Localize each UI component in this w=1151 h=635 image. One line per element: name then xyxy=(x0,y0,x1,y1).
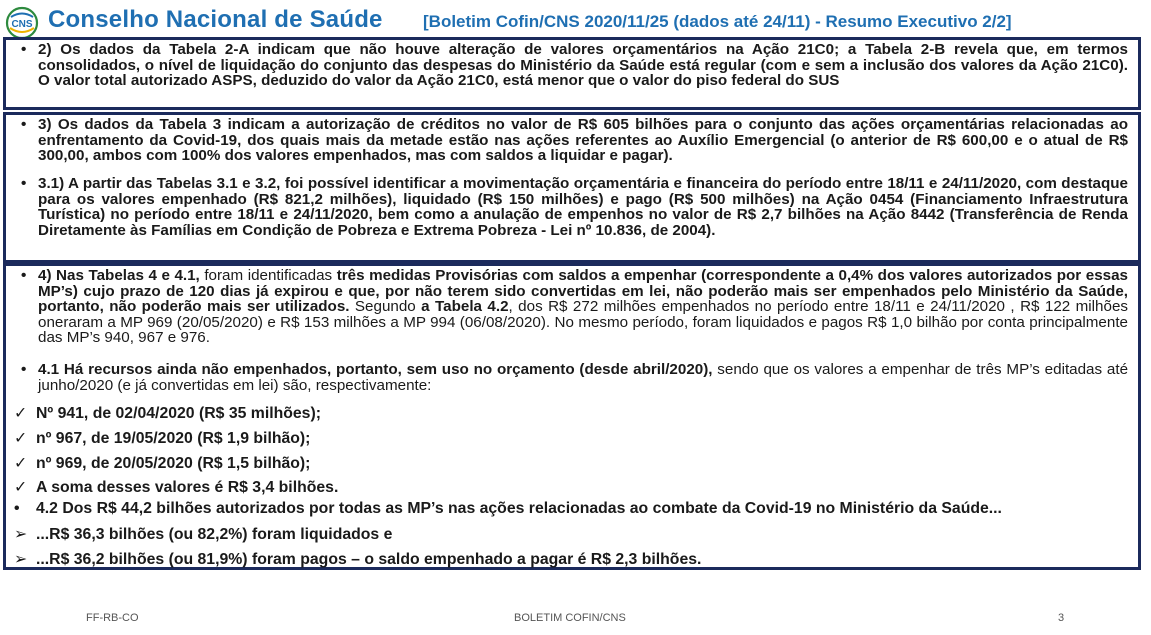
checkmark-icon: ✓ xyxy=(14,479,28,496)
checkmark-icon: ✓ xyxy=(14,455,28,472)
arrow-right-icon: ➢ xyxy=(14,526,28,543)
footer-center: BOLETIM COFIN/CNS xyxy=(514,612,626,624)
checkmark-icon: ✓ xyxy=(14,430,28,447)
checkmark-icon: ✓ xyxy=(14,405,28,422)
bullet-icon: • xyxy=(14,500,20,517)
paragraph-tabela-2: • 2) Os dados da Tabela 2-A indicam que não houve alteração de valores orçamentários na Ação 21C0; a Tabela 2-B revela que, em termos consolidados, o nível de liquidação do conjunto das despesas do Ministério da Saúde está regular (com e sem a inclusão dos valores da Ação 21C0). O valor total autorizado ASPS, deduzido do valor da Ação 21C0, está menor que o valor do piso federal do SUS xyxy=(21,41,1128,90)
page-title: Conselho Nacional de Saúde xyxy=(48,6,383,33)
bullet-icon: • xyxy=(21,361,27,378)
paragraph-tabela-3: • 3) Os dados da Tabela 3 indicam a autorização de créditos no valor de R$ 605 bilhões para o conjunto das ações orçamentárias relacionadas ao enfrentamento da Covid-19, dos quais mais da metade estão nas ações referentes ao Auxílio Emergencial (o anterior de R$ 600,00 e o atual de R$ 300,00, ambos com 100% dos valores empenhados, mas com saldos a liquidar e pagar). xyxy=(21,116,1128,165)
check-item: ✓ nº 967, de 19/05/2020 (R$ 1,9 bilhão); xyxy=(14,430,311,447)
logo-text: CNS xyxy=(11,19,33,30)
arrow-item: ➢ ...R$ 36,3 bilhões (ou 82,2%) foram liquidados e xyxy=(14,526,393,543)
paragraph-tabela-3-1: • 3.1) A partir das Tabelas 3.1 e 3.2, foi possível identificar a movimentação orçamentária e financeira do período entre 18/11 e 24/11/2020, com destaque para os valores empenhado (R$ 821,2 milhões), liquidado (R$ 150 milhões) e pago (R$ 500 milhões) na Ação 0454 (Financiamento Infraestrutura Turística) no período entre 18/11 e 24/11/2020, bem como a anulação de empenhos no valor de R$ 2,7 bilhões na Ação 8442 (Transferência de Renda Diretamente às Famílias em Condição de Pobreza e Extrema Pobreza - Lei nº 10.836, de 2004). xyxy=(21,175,1128,239)
paragraph-recursos-nao-empenhados: • 4.1 Há recursos ainda não empenhados, portanto, sem uso no orçamento (desde abril/2020), sendo que os valores a empenhar de três MP’s editadas até junho/2020 (e já convertidas em lei) são, respectivamente: xyxy=(21,361,1129,394)
check-item: ✓ nº 969, de 20/05/2020 (R$ 1,5 bilhão); xyxy=(14,455,311,472)
check-item: ✓ Nº 941, de 02/04/2020 (R$ 35 milhões); xyxy=(14,405,321,422)
arrow-item: ➢ ...R$ 36,2 bilhões (ou 81,9%) foram pagos – o saldo empenhado a pagar é R$ 2,3 bilhões. xyxy=(14,551,702,568)
footer-left: FF-RB-CO xyxy=(86,612,139,624)
bullet-icon: • xyxy=(21,175,27,192)
page-number: 3 xyxy=(1058,612,1065,624)
arrow-right-icon: ➢ xyxy=(14,551,28,568)
paragraph-mps-covid: • 4.2 Dos R$ 44,2 bilhões autorizados por todas as MP’s nas ações relacionadas ao combate da Covid-19 no Ministério da Saúde... xyxy=(14,500,1002,517)
bullet-icon: • xyxy=(21,41,27,58)
cns-logo-icon xyxy=(5,6,39,40)
bullet-icon: • xyxy=(21,116,27,133)
check-item: ✓ A soma desses valores é R$ 3,4 bilhões. xyxy=(14,479,339,496)
page-subtitle: [Boletim Cofin/CNS 2020/11/25 (dados até 24/11) - Resumo Executivo 2/2] xyxy=(423,12,1012,31)
paragraph-tabela-4: • 4) Nas Tabelas 4 e 4.1, foram identificadas três medidas Provisórias com saldos a empenhar (correspondente a 0,4% dos valores autorizados por essas MP’s) cujo prazo de 120 dias já expirou e que, por não terem sido convertidas em lei, não poderão mais ser empenhados pelo Ministério da Saúde, portanto, não poderão mais ser utilizados. Segundo a Tabela 4.2, dos R$ 272 milhões empenhados no período entre 18/11 e 24/11/2020 , R$ 122 milhões oneraram a MP 969 (20/05/2020) e R$ 153 milhões a MP 994 (06/08/2020). No mesmo período, foram liquidados e pagos R$ 1,0 bilhão por conta principalmente das MP’s 940, 967 e 976. xyxy=(21,267,1128,347)
bullet-icon: • xyxy=(21,267,27,284)
